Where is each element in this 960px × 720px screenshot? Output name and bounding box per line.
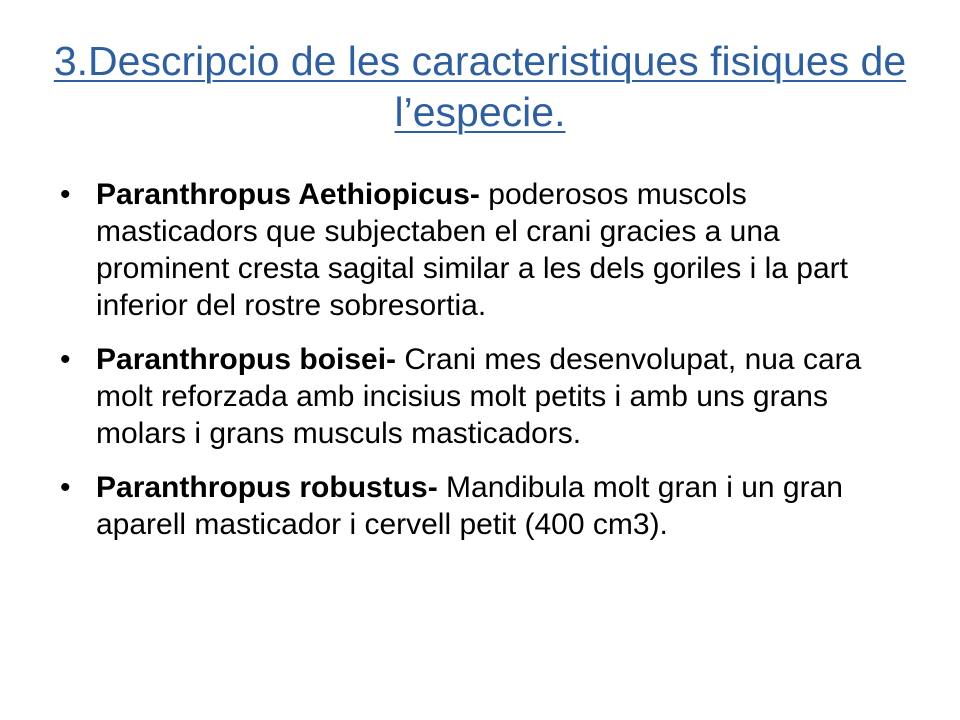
bullet-item-robustus: [60, 469, 900, 543]
bullet-icon: •: [60, 471, 71, 504]
bullet-icon: •: [60, 343, 71, 376]
species-name: Paranthropus robustus-: [96, 471, 438, 504]
bullet-icon: •: [60, 178, 71, 211]
bullet-item-boisei: [60, 341, 900, 452]
species-description: Mandibula molt gran i un gran aparell masticador i cervell petit (400 cm3).: [96, 471, 843, 541]
bullet-item-aethiopicus: [60, 176, 900, 324]
species-name: Paranthropus boisei-: [96, 343, 397, 376]
species-name: Paranthropus Aethiopicus-: [96, 178, 480, 211]
bullet-list: [60, 176, 900, 560]
slide-title: 3.Descripcio de les caracteristiques fisiques de l’especie.: [53, 38, 907, 136]
species-description: Crani mes desenvolupat, nua cara molt reforzada amb incisius molt petits i amb uns grans molars i grans musculs masticadors.: [96, 343, 862, 450]
species-description: poderosos muscols masticadors que subjectaben el crani gracies a una prominent cresta sagital similar a les dels goriles i la part inferior del rostre sobresortia.: [96, 178, 848, 322]
